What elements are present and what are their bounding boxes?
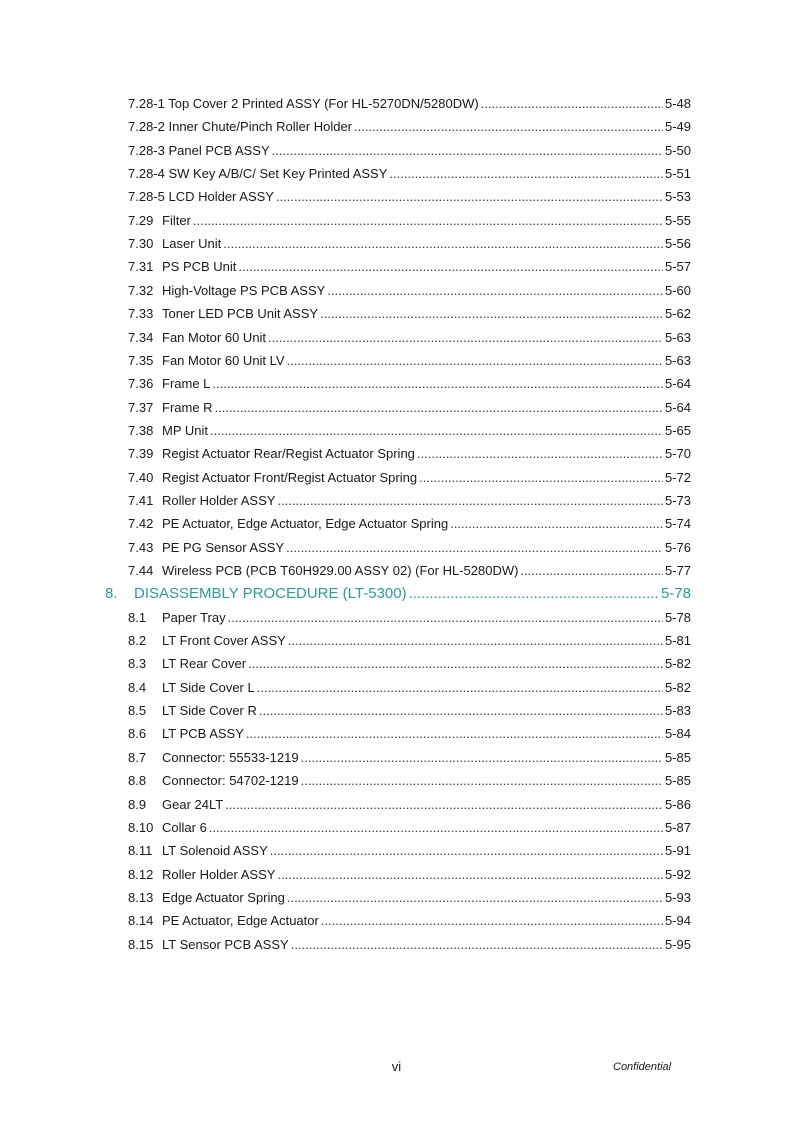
toc-dot-leader: [419, 468, 663, 488]
toc-section-number: 8.3: [128, 656, 147, 672]
toc-entry-line: [162, 421, 691, 441]
toc-entry-title: 7.28-1 Top Cover 2 Printed ASSY (For HL-5270DN/5280DW): [128, 96, 479, 111]
toc-dot-leader: [327, 281, 663, 301]
toc-entry-title: Toner LED PCB Unit ASSY: [162, 306, 319, 322]
toc-entry-line: [162, 491, 691, 511]
toc-entry[interactable]: [0, 748, 793, 768]
toc-entry-line: [162, 211, 691, 231]
toc-entry-page: 5-50: [664, 142, 691, 158]
toc-entry-page: 5-70: [664, 446, 691, 462]
toc-entry[interactable]: [0, 468, 793, 488]
toc-section-number: 7.29: [128, 212, 154, 228]
toc-entry-line: [162, 328, 691, 348]
toc-section-number: 8.12: [128, 866, 154, 882]
toc-dot-leader: [209, 818, 663, 838]
toc-entry[interactable]: [0, 631, 793, 651]
toc-section-number: 8.13: [128, 889, 154, 905]
toc-entry-page: 5-95: [664, 936, 691, 952]
toc-entry-page: 5-63: [664, 329, 691, 345]
toc-entry-title: Paper Tray: [162, 609, 226, 625]
toc-dot-leader: [270, 841, 663, 861]
toc-section-number: 8.6: [128, 726, 147, 742]
toc-dot-leader: [210, 421, 663, 441]
toc-entry[interactable]: [0, 771, 793, 791]
toc-entry[interactable]: [0, 374, 793, 394]
toc-entry[interactable]: [0, 841, 793, 861]
toc-entry-page: 5-82: [664, 679, 691, 695]
toc-entry-line: [162, 444, 691, 464]
toc-entry-page: 5-94: [664, 913, 691, 929]
toc-dot-leader: [225, 795, 663, 815]
toc-entry-page: 5-81: [664, 633, 691, 649]
toc-dot-leader: [409, 584, 659, 604]
toc-entry-line: [162, 257, 691, 277]
toc-entry-title: Fan Motor 60 Unit LV: [162, 352, 285, 368]
toc-section-number: 8.5: [128, 703, 147, 719]
toc-entry[interactable]: [0, 888, 793, 908]
toc-entry-page: 5-83: [664, 703, 691, 719]
toc-section-number: 7.44: [128, 563, 154, 578]
toc-dot-leader: [223, 234, 663, 254]
toc-entry-title: Frame R: [162, 399, 213, 415]
toc-entry-title: LT Side Cover R: [162, 703, 257, 719]
toc-dot-leader: [287, 888, 663, 908]
toc-section-number: 8.2: [128, 633, 147, 649]
toc-entry-title: Regist Actuator Rear/Regist Actuator Spring: [162, 446, 415, 462]
toc-entry-line: [162, 888, 691, 908]
toc-entry-line: [162, 608, 691, 628]
toc-section-number: 7.42: [128, 516, 154, 532]
toc-entry-page: 5-64: [664, 376, 691, 392]
toc-entry-page: 5-85: [664, 773, 691, 789]
toc-entry-page: 5-74: [664, 516, 691, 532]
footer-confidential-label: Confidential: [613, 1061, 672, 1073]
toc-entry-line: [162, 654, 691, 674]
toc-dot-leader: [389, 164, 663, 184]
toc-dot-leader: [276, 187, 663, 207]
toc-entry-page: 5-49: [664, 119, 691, 135]
toc-dot-leader: [193, 211, 663, 231]
toc-dot-leader: [520, 561, 663, 581]
toc-entry-title: PE Actuator, Edge Actuator, Edge Actuator Spring: [162, 516, 449, 532]
toc-entry[interactable]: [0, 398, 793, 418]
toc-entry-title: MP Unit: [162, 422, 208, 438]
toc-section-number: 7.31: [128, 259, 154, 275]
toc-section-number: 8.8: [128, 773, 147, 789]
toc-dot-leader: [246, 724, 663, 744]
toc-section-number: 7.35: [128, 352, 154, 368]
toc-section-number: 7.34: [128, 329, 154, 345]
toc-entry-line: [162, 304, 691, 324]
toc-entry-line: [162, 911, 691, 931]
toc-entry-title: 7.28-2 Inner Chute/Pinch Roller Holder: [128, 119, 353, 135]
toc-dot-leader: [301, 748, 663, 768]
toc-entry-page: 5-72: [664, 469, 691, 485]
toc-entry-title: Collar 6: [162, 819, 207, 835]
toc-entry-title: Edge Actuator Spring: [162, 889, 285, 905]
toc-entry-line: [162, 538, 691, 558]
toc-entry-title: Gear 24LT: [162, 796, 224, 812]
toc-entry-title: LT PCB ASSY: [162, 726, 244, 742]
toc-dot-leader: [228, 608, 663, 628]
toc-entry-title: PE PG Sensor ASSY: [162, 539, 285, 555]
toc-entry-line: [128, 94, 691, 114]
toc-section-number: 7.37: [128, 399, 154, 415]
toc-entry-page: 5-87: [664, 819, 691, 835]
toc-entry-line: [128, 187, 691, 207]
toc-dot-leader: [417, 444, 663, 464]
toc-entry-title: Laser Unit: [162, 236, 222, 252]
toc-entry-page: 5-78: [660, 585, 691, 603]
toc-entry[interactable]: [0, 281, 793, 301]
toc-entry-line: [162, 795, 691, 815]
toc-chapter-number: 8.: [105, 585, 118, 603]
toc-dot-leader: [320, 304, 663, 324]
toc-dot-leader: [268, 328, 663, 348]
toc-entry-title: LT Side Cover L: [162, 679, 255, 695]
toc-entry[interactable]: [0, 795, 793, 815]
toc-entry-page: 5-73: [664, 492, 691, 508]
toc-section-number: 7.30: [128, 236, 154, 252]
toc-entry[interactable]: [0, 304, 793, 324]
toc-entry-page: 5-91: [664, 843, 691, 859]
toc-entry[interactable]: [0, 701, 793, 721]
toc-dot-leader: [287, 351, 663, 371]
toc-entry-page: 5-86: [664, 796, 691, 812]
toc-dot-leader: [321, 911, 663, 931]
toc-entry-page: 5-82: [664, 656, 691, 672]
toc-dot-leader: [286, 538, 663, 558]
toc-entry-page: 5-60: [664, 282, 691, 298]
toc-entry-title: PS PCB Unit: [162, 259, 237, 275]
toc-entry-title: Wireless PCB (PCB T60H929.00 ASSY 02) (For HL-5280DW): [162, 563, 519, 578]
toc-entry-title: Filter: [162, 212, 191, 228]
toc-dot-leader: [288, 631, 663, 651]
toc-entry-line: [128, 164, 691, 184]
toc-entry-page: 5-93: [664, 889, 691, 905]
toc-section-number: 7.32: [128, 282, 154, 298]
toc-entry-page: 5-57: [664, 259, 691, 275]
toc-dot-leader: [272, 141, 663, 161]
toc-entry[interactable]: [0, 514, 793, 534]
toc-entry-line: [162, 678, 691, 698]
toc-entry[interactable]: [0, 935, 793, 955]
toc-entry-line: [162, 351, 691, 371]
toc-dot-leader: [277, 865, 663, 885]
toc-entry-page: 5-56: [664, 236, 691, 252]
toc-entry-line: [162, 398, 691, 418]
toc-entry[interactable]: [0, 678, 793, 698]
toc-dot-leader: [354, 117, 663, 137]
toc-entry-title: Connector: 54702-1219: [162, 773, 299, 789]
toc-section-number: 7.41: [128, 492, 154, 508]
toc-entry-line: [162, 724, 691, 744]
toc-entry[interactable]: [0, 328, 793, 348]
toc-entry-title: LT Front Cover ASSY: [162, 633, 286, 649]
toc-dot-leader: [215, 398, 663, 418]
toc-section-number: 8.7: [128, 749, 147, 765]
toc-entry[interactable]: [0, 444, 793, 464]
toc-entry[interactable]: [0, 187, 793, 207]
toc-entry-title: Roller Holder ASSY: [162, 492, 276, 508]
toc-entry[interactable]: [0, 351, 793, 371]
toc-dot-leader: [301, 771, 663, 791]
toc-entry-page: 5-92: [664, 866, 691, 882]
toc-entry-page: 5-53: [664, 189, 691, 205]
toc-section-number: 8.4: [128, 679, 147, 695]
toc-section-number: 8.1: [128, 609, 147, 625]
toc-entry-title: 7.28-4 SW Key A/B/C/ Set Key Printed ASSY: [128, 166, 388, 182]
toc-entry-page: 5-76: [664, 539, 691, 555]
toc-entry[interactable]: [0, 234, 793, 254]
toc-entry-title: PE Actuator, Edge Actuator: [162, 913, 319, 929]
toc-chapter-entry[interactable]: [0, 584, 793, 604]
toc-entry-title: Regist Actuator Front/Regist Actuator Spring: [162, 469, 418, 485]
toc-entry-page: 5-63: [664, 352, 691, 368]
toc-entry-title: Connector: 55533-1219: [162, 749, 299, 765]
toc-entry-line: [162, 771, 691, 791]
toc-entry-page: 5-48: [664, 96, 691, 111]
toc-entry-title: High-Voltage PS PCB ASSY: [162, 282, 326, 298]
toc-section-number: 8.9: [128, 796, 147, 812]
toc-entry-title: Fan Motor 60 Unit: [162, 329, 267, 345]
toc-entry[interactable]: [0, 94, 793, 114]
toc-section-number: 7.36: [128, 376, 154, 392]
toc-entry-title: Frame L: [162, 376, 211, 392]
toc-entry-line: [128, 141, 691, 161]
toc-entry[interactable]: [0, 608, 793, 628]
toc-entry[interactable]: [0, 724, 793, 744]
toc-entry-line: [162, 281, 691, 301]
toc-entry-page: 5-51: [664, 166, 691, 182]
toc-section-number: 8.15: [128, 936, 154, 952]
toc-dot-leader: [212, 374, 663, 394]
toc-entry[interactable]: [0, 164, 793, 184]
toc-entry[interactable]: [0, 421, 793, 441]
footer-page-number: vi: [391, 1059, 402, 1074]
toc-entry-line: [162, 374, 691, 394]
toc-entry-title: LT Rear Cover: [162, 656, 247, 672]
toc-entry[interactable]: [0, 141, 793, 161]
toc-entry[interactable]: [0, 561, 793, 581]
toc-entry-line: [162, 561, 691, 581]
toc-entry-title: 7.28-5 LCD Holder ASSY: [128, 189, 274, 205]
toc-entry[interactable]: [0, 911, 793, 931]
toc-entry-line: [134, 584, 691, 604]
toc-dot-leader: [257, 678, 663, 698]
toc-entry-page: 5-62: [664, 306, 691, 322]
toc-section-number: 8.14: [128, 913, 154, 929]
toc-entry-page: 5-85: [664, 749, 691, 765]
toc-entry-line: [162, 631, 691, 651]
toc-entry[interactable]: [0, 538, 793, 558]
toc-section-number: 7.40: [128, 469, 154, 485]
toc-entry[interactable]: [0, 257, 793, 277]
toc-entry-line: [162, 468, 691, 488]
toc-entry-title: DISASSEMBLY PROCEDURE (LT-5300): [134, 585, 407, 603]
toc-dot-leader: [248, 654, 663, 674]
toc-entry-line: [162, 865, 691, 885]
toc-dot-leader: [481, 94, 663, 114]
toc-entry[interactable]: [0, 865, 793, 885]
toc-section-number: 8.10: [128, 819, 154, 835]
toc-section-number: 7.38: [128, 422, 154, 438]
toc-section-number: 8.11: [128, 843, 153, 859]
toc-entry-line: [162, 701, 691, 721]
toc-dot-leader: [259, 701, 663, 721]
toc-entry-line: [162, 234, 691, 254]
toc-entry[interactable]: [0, 654, 793, 674]
toc-entry-page: 5-78: [664, 609, 691, 625]
toc-entry-page: 5-65: [664, 422, 691, 438]
toc-entry-page: 5-77: [664, 563, 691, 578]
toc-dot-leader: [291, 935, 663, 955]
toc-section-number: 7.39: [128, 446, 154, 462]
toc-entry-line: [128, 117, 691, 137]
toc-entry-line: [162, 818, 691, 838]
toc-entry[interactable]: [0, 818, 793, 838]
toc-dot-leader: [277, 491, 663, 511]
toc-entry[interactable]: [0, 491, 793, 511]
toc-entry-page: 5-64: [664, 399, 691, 415]
toc-entry[interactable]: [0, 211, 793, 231]
toc-entry-title: LT Solenoid ASSY: [162, 843, 268, 859]
toc-entry-line: [162, 935, 691, 955]
toc-entry-page: 5-55: [664, 212, 691, 228]
toc-entry-title: 7.28-3 Panel PCB ASSY: [128, 142, 270, 158]
toc-entry[interactable]: [0, 117, 793, 137]
toc-entry-title: Roller Holder ASSY: [162, 866, 276, 882]
toc-section-number: 7.33: [128, 306, 154, 322]
toc-dot-leader: [238, 257, 663, 277]
toc-entry-line: [162, 748, 691, 768]
toc-entry-page: 5-84: [664, 726, 691, 742]
toc-entry-line: [162, 514, 691, 534]
toc-entry-line: [162, 841, 691, 861]
toc-entry-title: LT Sensor PCB ASSY: [162, 936, 289, 952]
toc-dot-leader: [450, 514, 663, 534]
toc-section-number: 7.43: [128, 539, 154, 555]
